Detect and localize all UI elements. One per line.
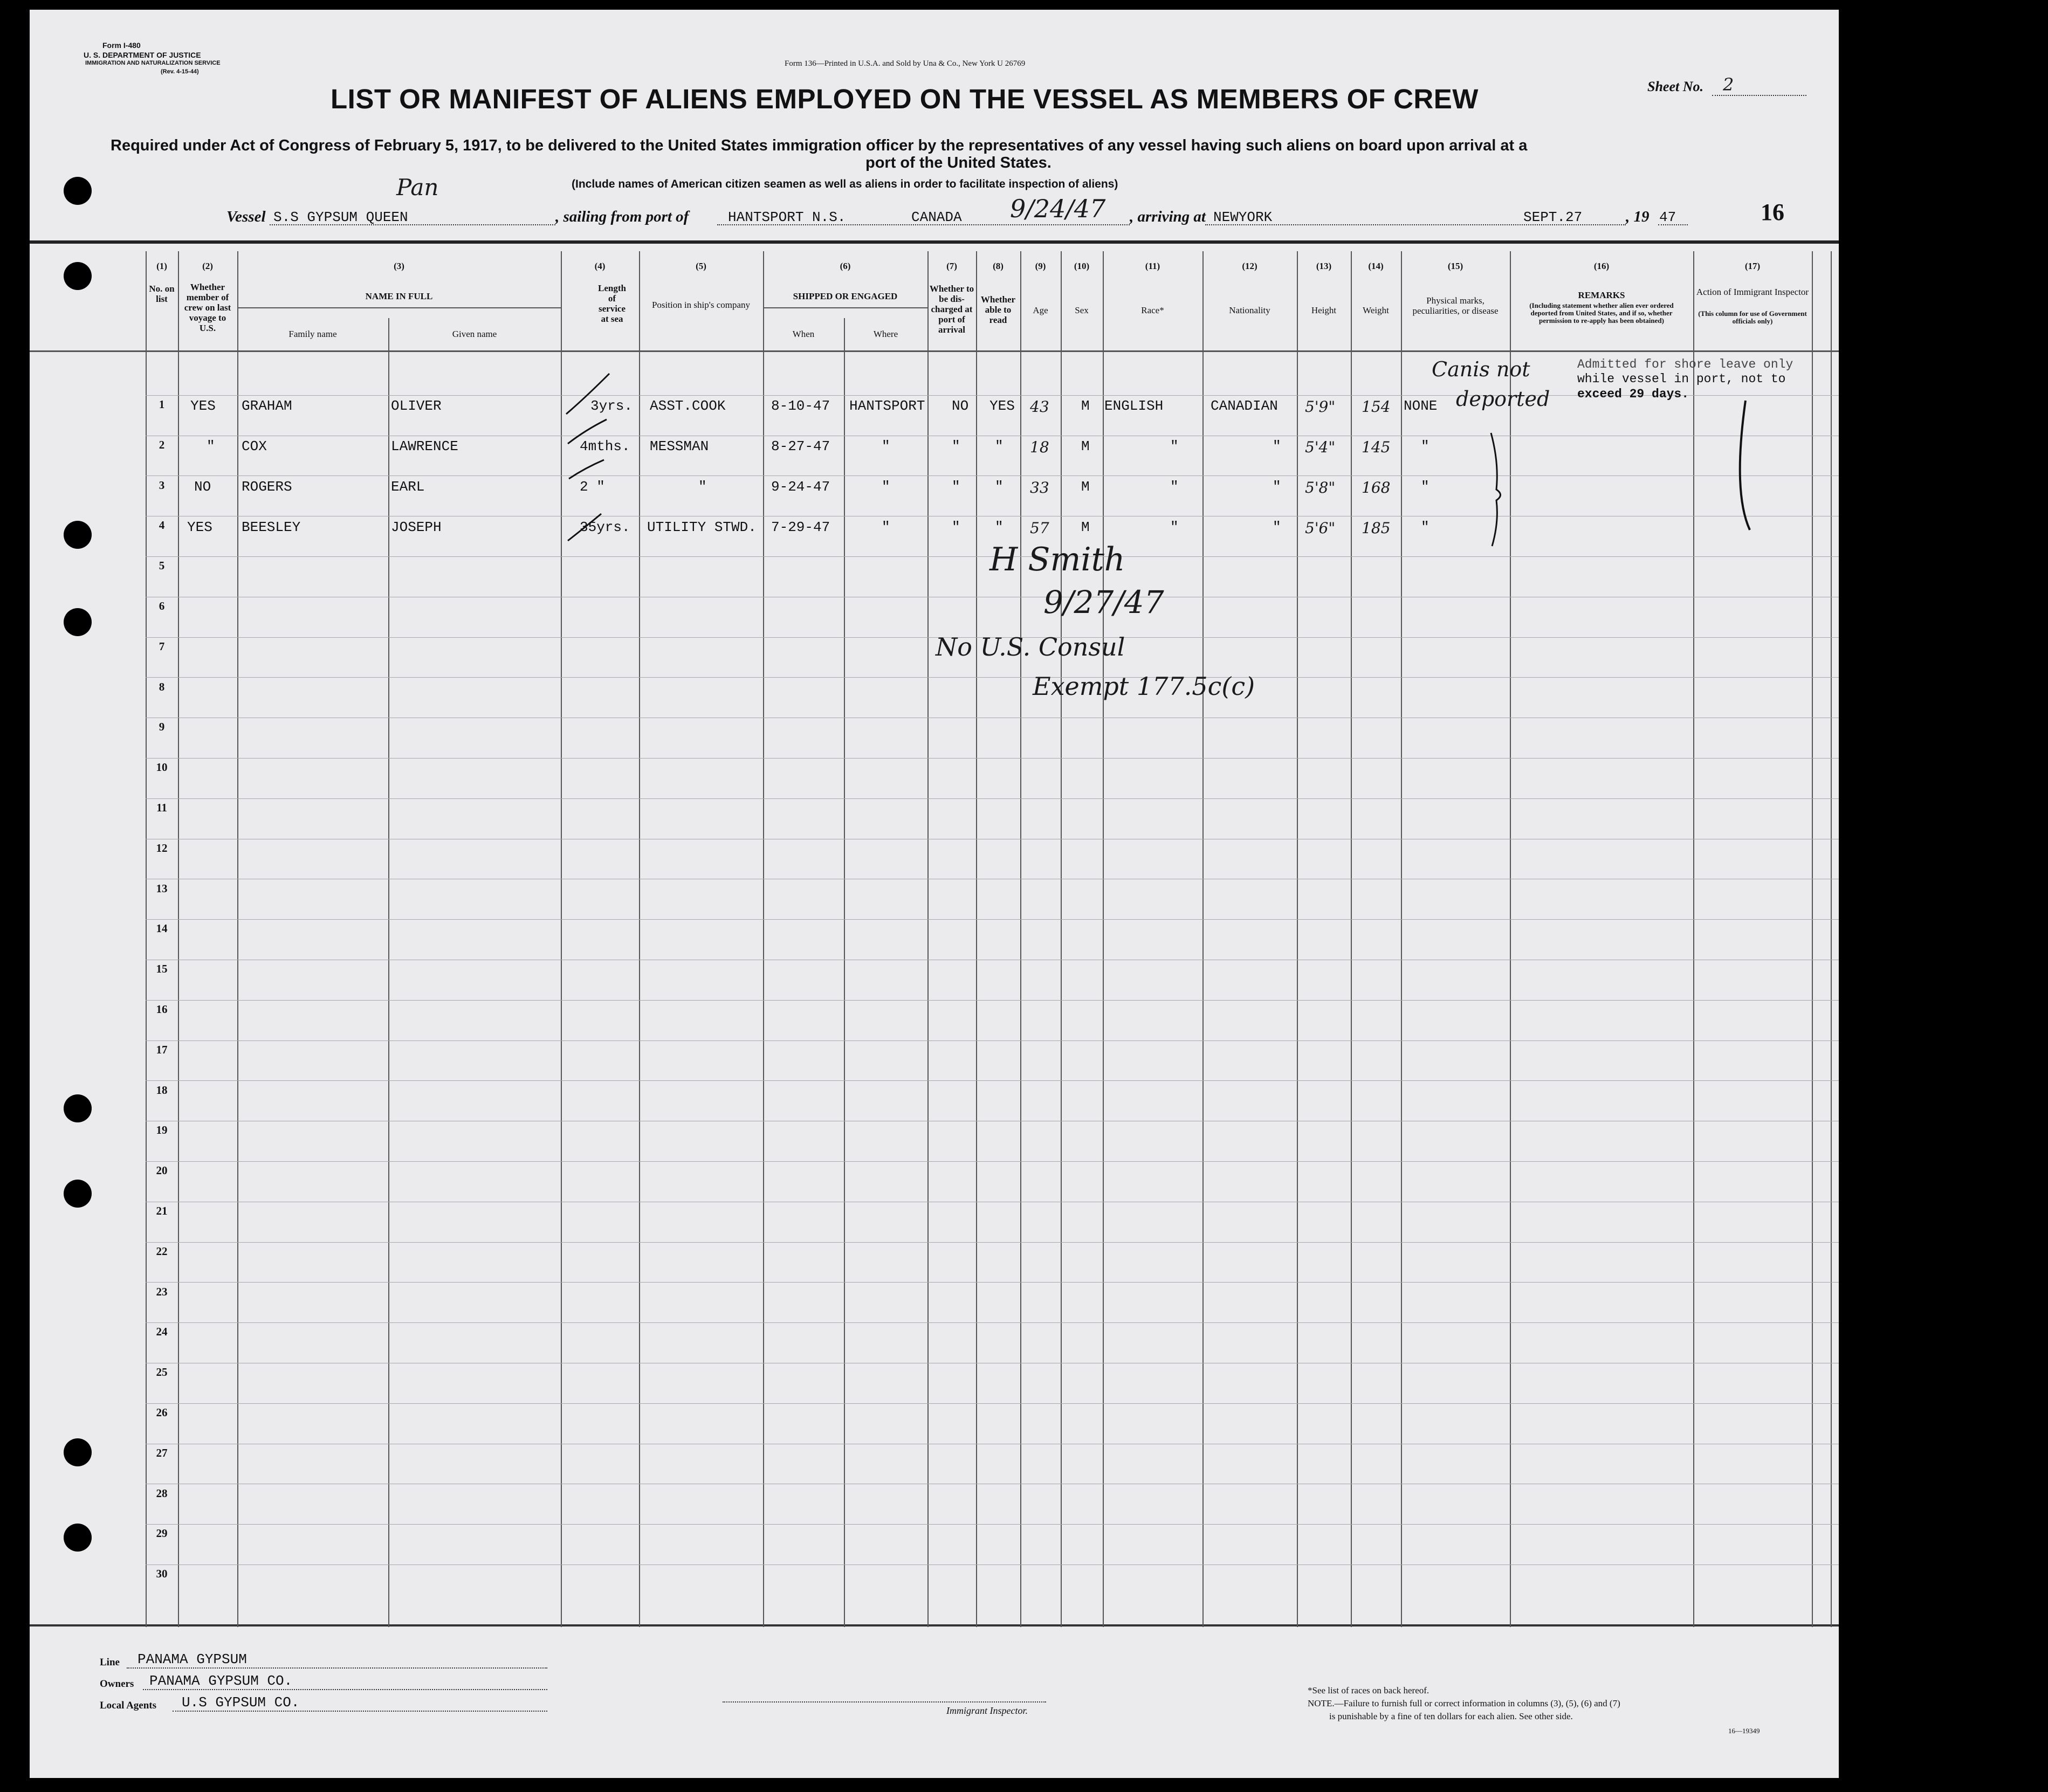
header-last-voyage: Whether member of crew on last voyage to U.S. bbox=[184, 282, 231, 333]
column-number: (11) bbox=[1145, 261, 1160, 271]
column-divider bbox=[763, 251, 764, 1627]
column-divider bbox=[976, 251, 977, 1627]
column-divider bbox=[1401, 251, 1402, 1627]
row-number: 14 bbox=[156, 922, 168, 935]
footer-line-label-text: Line bbox=[100, 1657, 120, 1668]
crew-3-read: " bbox=[995, 479, 1004, 495]
column-number: (17) bbox=[1744, 261, 1761, 271]
crew-2-given-name: LAWRENCE bbox=[391, 438, 458, 454]
departure-country: CANADA bbox=[911, 209, 962, 225]
crew-2-read: " bbox=[995, 438, 1004, 454]
header-where: Where bbox=[873, 329, 898, 339]
row-number: 25 bbox=[156, 1366, 168, 1379]
crew-3-marks: " bbox=[1421, 479, 1430, 495]
arrival-date: SEPT.27 bbox=[1523, 209, 1583, 225]
column-number: (2) bbox=[202, 261, 213, 271]
sheet-number-line bbox=[1712, 95, 1806, 96]
header-remarks-note: (Including statement whether alien ever ordered deported from United States, and if so, whether permission to re-apply has been obtained) bbox=[1529, 301, 1674, 325]
footer-line-underline bbox=[127, 1667, 547, 1669]
sheet-label bbox=[1647, 79, 1703, 95]
crew-3-height: 5'8" bbox=[1305, 479, 1336, 497]
crew-1-when: 8-10-47 bbox=[771, 398, 830, 414]
column-number: (15) bbox=[1447, 261, 1463, 271]
row-rule bbox=[146, 919, 1839, 920]
crew-4-sex: M bbox=[1081, 519, 1090, 535]
vessel-label: Vessel bbox=[226, 208, 266, 225]
punch-hole bbox=[64, 1438, 92, 1466]
handwritten-brace bbox=[1486, 430, 1507, 549]
crew-4-height: 5'6" bbox=[1305, 519, 1336, 537]
handwritten-remark-a: Canis not bbox=[1432, 357, 1530, 381]
sheet-label-text: Sheet No. bbox=[1647, 79, 1703, 94]
header-physical-marks: Physical marks, peculiarities, or disease bbox=[1412, 295, 1499, 316]
crew-4-where: " bbox=[882, 519, 890, 535]
arrival-port: NEWYORK bbox=[1213, 209, 1273, 225]
handwritten-signature: H Smith bbox=[989, 541, 1125, 578]
crew-2-last-voyage: " bbox=[207, 438, 215, 454]
departure-port: HANTSPORT N.S. bbox=[728, 209, 846, 225]
row-number: 3 bbox=[159, 478, 165, 492]
row-rule bbox=[146, 1242, 1839, 1243]
row-number: 19 bbox=[156, 1124, 168, 1137]
service: IMMIGRATION AND NATURALIZATION SERVICE bbox=[85, 60, 221, 66]
crew-3-discharged: " bbox=[952, 479, 960, 495]
required-line-1: Required under Act of Congress of February 5, 1917, to be delivered to the United States immigration officer by the representatives of any vessel having such aliens on board upon arrival at a bbox=[111, 137, 1528, 154]
crew-4-race: " bbox=[1170, 519, 1179, 535]
punch-hole bbox=[64, 608, 92, 636]
crew-4-family-name: BEESLEY bbox=[242, 519, 301, 535]
column-number: (1) bbox=[156, 261, 167, 271]
header-shipped-engaged: SHIPPED OR ENGAGED bbox=[793, 291, 898, 301]
column-number: (3) bbox=[394, 261, 404, 271]
footer-line-label bbox=[100, 1657, 120, 1669]
header-discharged: Whether to be dis-charged at port of arrival bbox=[929, 284, 974, 335]
footer-agents-value: U.S GYPSUM CO. bbox=[182, 1694, 300, 1711]
table-top-border bbox=[30, 240, 1839, 244]
page-stamp: 16 bbox=[1761, 199, 1784, 225]
row-rule bbox=[146, 1161, 1839, 1162]
crew-4-service: 35yrs. bbox=[580, 519, 630, 535]
sheet-number: 2 bbox=[1723, 74, 1734, 95]
header-sex: Sex bbox=[1075, 305, 1089, 315]
row-number: 5 bbox=[159, 559, 165, 573]
crew-2-nationality: " bbox=[1273, 438, 1281, 454]
header-race: Race* bbox=[1141, 305, 1164, 315]
punch-hole bbox=[64, 1094, 92, 1122]
column-divider bbox=[1812, 251, 1813, 1627]
row-number: 8 bbox=[159, 680, 165, 693]
crew-4-given-name: JOSEPH bbox=[391, 519, 442, 535]
column-divider bbox=[237, 251, 238, 1627]
row-rule bbox=[146, 1040, 1839, 1041]
crew-2-age: 18 bbox=[1030, 438, 1049, 456]
crew-1-marks: NONE bbox=[1404, 398, 1438, 414]
crew-3-family-name: ROGERS bbox=[242, 479, 292, 495]
row-number: 28 bbox=[156, 1486, 168, 1500]
header-inspector-note: (This column for use of Government officials only) bbox=[1698, 309, 1807, 325]
form-number: Form I-480 bbox=[102, 41, 141, 50]
manifest-sheet bbox=[30, 10, 1839, 1778]
handwritten-check-marks bbox=[563, 366, 617, 549]
column-divider bbox=[178, 251, 179, 1627]
footer-owners-value: PANAMA GYPSUM CO. bbox=[149, 1673, 293, 1689]
row-rule bbox=[146, 1080, 1839, 1081]
row-rule bbox=[146, 1524, 1839, 1525]
row-rule bbox=[146, 677, 1839, 678]
crew-1-last-voyage: YES bbox=[190, 398, 216, 414]
handwritten-bracket bbox=[1734, 398, 1755, 533]
header-position: Position in ship's company bbox=[651, 300, 751, 310]
crew-3-sex: M bbox=[1081, 479, 1090, 495]
row-number: 30 bbox=[156, 1567, 168, 1581]
footer-owners-underline bbox=[143, 1689, 547, 1690]
row-rule bbox=[146, 475, 1839, 476]
header-remarks: REMARKS bbox=[1578, 290, 1625, 300]
column-divider bbox=[1103, 251, 1104, 1627]
sailing-label: , sailing from port of bbox=[555, 208, 689, 225]
footer-owners-label-text: Owners bbox=[100, 1678, 134, 1690]
crew-3-service: 2 " bbox=[580, 479, 605, 495]
row-number: 1 bbox=[159, 398, 165, 411]
crew-4-when: 7-29-47 bbox=[771, 519, 830, 535]
column-number: (4) bbox=[594, 261, 606, 271]
header-name-in-full: NAME IN FULL bbox=[365, 291, 433, 301]
row-number: 16 bbox=[156, 1003, 168, 1016]
column-number: (13) bbox=[1316, 261, 1332, 271]
row-number: 23 bbox=[156, 1285, 168, 1298]
row-number: 15 bbox=[156, 962, 168, 976]
column-number: (12) bbox=[1242, 261, 1257, 271]
row-number: 29 bbox=[156, 1527, 168, 1540]
table-bottom-border bbox=[30, 1624, 1839, 1626]
footer-note-1: *See list of races on back hereof. bbox=[1308, 1685, 1430, 1695]
header-family-name: Family name bbox=[288, 329, 337, 339]
crew-4-discharged: " bbox=[952, 519, 960, 535]
include-note: (Include names of American citizen seamen as well as aliens in order to facilitate inspection of aliens) bbox=[572, 178, 1118, 190]
column-number: (9) bbox=[1035, 261, 1046, 271]
column-number: (5) bbox=[696, 261, 706, 271]
row-number: 2 bbox=[159, 438, 165, 451]
crew-2-height: 5'4" bbox=[1305, 438, 1336, 456]
crew-2-where: " bbox=[882, 438, 890, 454]
page-title: LIST OR MANIFEST OF ALIENS EMPLOYED ON THE VESSEL AS MEMBERS OF CREW bbox=[331, 84, 1479, 114]
form-code: 16—19349 bbox=[1728, 1727, 1760, 1735]
header-age: Age bbox=[1033, 305, 1048, 315]
crew-3-nationality: " bbox=[1273, 479, 1281, 495]
column-number: (10) bbox=[1074, 261, 1090, 271]
required-line-2: port of the United States. bbox=[865, 154, 1052, 171]
column-number: (8) bbox=[993, 261, 1004, 271]
header-given-name: Given name bbox=[452, 329, 497, 339]
year-prefix: , 19 bbox=[1626, 208, 1650, 225]
footer-note-2: NOTE.—Failure to furnish full or correct information in columns (3), (5), (6) and (7) bbox=[1308, 1698, 1620, 1708]
row-number: 17 bbox=[156, 1043, 168, 1056]
header-inspector-action: Action of Immigrant Inspector bbox=[1696, 287, 1809, 297]
column-divider bbox=[927, 251, 929, 1627]
row-rule bbox=[146, 1000, 1839, 1001]
row-number: 26 bbox=[156, 1406, 168, 1419]
crew-3-race: " bbox=[1170, 479, 1179, 495]
crew-3-when: 9-24-47 bbox=[771, 479, 830, 495]
remarks-line-2: while vessel in port, not to bbox=[1577, 372, 1786, 386]
inspector-label: Immigrant Inspector. bbox=[946, 1705, 1028, 1716]
column-divider bbox=[146, 251, 147, 1627]
row-number: 6 bbox=[159, 599, 165, 612]
row-number: 9 bbox=[159, 720, 165, 734]
crew-1-service: 3yrs. bbox=[590, 398, 633, 414]
crew-2-family-name: COX bbox=[242, 438, 267, 454]
department: U. S. DEPARTMENT OF JUSTICE bbox=[84, 51, 201, 59]
crew-1-race: ENGLISH bbox=[1104, 398, 1164, 414]
header-nationality: Nationality bbox=[1229, 305, 1270, 315]
crew-1-given-name: OLIVER bbox=[391, 398, 442, 414]
crew-2-weight: 145 bbox=[1362, 438, 1391, 456]
row-number: 27 bbox=[156, 1446, 168, 1459]
header-no-on-list: No. on list bbox=[149, 284, 175, 304]
footer-note-3: is punishable by a fine of ten dollars for each alien. See other side. bbox=[1329, 1711, 1573, 1721]
arriving-label: , arriving at bbox=[1130, 208, 1206, 225]
row-number: 21 bbox=[156, 1204, 168, 1217]
header-length-of-service: Length of service at sea bbox=[598, 283, 626, 324]
header-weight: Weight bbox=[1363, 305, 1389, 315]
column-divider bbox=[1202, 251, 1204, 1627]
header-height: Height bbox=[1311, 305, 1337, 315]
row-rule bbox=[146, 798, 1839, 799]
row-rule bbox=[146, 1322, 1839, 1323]
column-number: (7) bbox=[946, 261, 957, 271]
row-number: 13 bbox=[156, 881, 168, 895]
row-number: 12 bbox=[156, 841, 168, 854]
footer-agents-label bbox=[100, 1700, 156, 1712]
row-number: 11 bbox=[156, 801, 167, 814]
printer-line: Form 136—Printed in U.S.A. and Sold by Una & Co., New York U 26769 bbox=[785, 59, 1026, 68]
subheader-line bbox=[237, 307, 561, 308]
crew-2-race: " bbox=[1170, 438, 1179, 454]
sailing-date: 9/24/47 bbox=[1010, 194, 1106, 223]
crew-4-read: " bbox=[995, 519, 1004, 535]
crew-2-when: 8-27-47 bbox=[771, 438, 830, 454]
row-rule bbox=[146, 1403, 1839, 1404]
punch-hole bbox=[64, 1180, 92, 1208]
year: 47 bbox=[1659, 209, 1676, 225]
punch-hole bbox=[64, 521, 92, 549]
crew-4-nationality: " bbox=[1273, 519, 1281, 535]
crew-4-marks: " bbox=[1421, 519, 1430, 535]
column-divider bbox=[1297, 251, 1298, 1627]
column-number: (6) bbox=[840, 261, 851, 271]
header-bottom-line bbox=[30, 350, 1839, 352]
revision: (Rev. 4-15-44) bbox=[161, 68, 199, 75]
header-when: When bbox=[792, 329, 815, 339]
remarks-line-1: Admitted for shore leave only bbox=[1577, 357, 1793, 371]
column-divider bbox=[1351, 251, 1352, 1627]
row-number: 18 bbox=[156, 1083, 168, 1097]
handwritten-exempt-note: Exempt 177.5c(c) bbox=[1033, 672, 1255, 701]
row-number: 24 bbox=[156, 1325, 168, 1339]
column-divider bbox=[844, 318, 845, 1627]
column-divider bbox=[1510, 251, 1511, 1627]
crew-3-position: " bbox=[698, 479, 707, 495]
footer-line-value: PANAMA GYPSUM bbox=[138, 1651, 247, 1667]
crew-2-position: MESSMAN bbox=[650, 438, 709, 454]
handwritten-annotation: Pan bbox=[396, 174, 439, 201]
row-number: 7 bbox=[159, 639, 165, 653]
crew-2-marks: " bbox=[1421, 438, 1430, 454]
handwritten-remark-b: deported bbox=[1456, 387, 1550, 411]
crew-2-service: 4mths. bbox=[580, 438, 630, 454]
column-divider bbox=[561, 251, 562, 1627]
crew-3-age: 33 bbox=[1030, 479, 1049, 497]
crew-3-weight: 168 bbox=[1362, 479, 1391, 497]
crew-3-last-voyage: NO bbox=[194, 479, 211, 495]
crew-1-age: 43 bbox=[1030, 398, 1049, 416]
row-number: 10 bbox=[156, 761, 168, 774]
crew-1-height: 5'9" bbox=[1305, 398, 1336, 416]
crew-4-weight: 185 bbox=[1362, 519, 1391, 537]
crew-1-position: ASST.COOK bbox=[650, 398, 726, 414]
remarks-line-3: exceed 29 days. bbox=[1577, 387, 1689, 401]
column-divider bbox=[1061, 251, 1062, 1627]
row-number: 22 bbox=[156, 1244, 168, 1258]
crew-4-last-voyage: YES bbox=[187, 519, 212, 535]
column-divider bbox=[1020, 251, 1021, 1627]
handwritten-signature-date: 9/27/47 bbox=[1043, 584, 1164, 621]
crew-1-nationality: CANADIAN bbox=[1211, 398, 1278, 414]
punch-hole bbox=[64, 262, 92, 290]
footer-owners-label bbox=[100, 1678, 134, 1690]
inspector-signature-line bbox=[723, 1701, 1046, 1703]
crew-4-age: 57 bbox=[1030, 519, 1049, 537]
footer-agents-underline bbox=[173, 1711, 547, 1712]
row-number: 20 bbox=[156, 1164, 168, 1177]
subheader-line bbox=[763, 307, 927, 308]
row-rule bbox=[146, 1282, 1839, 1283]
column-number: (16) bbox=[1593, 261, 1610, 271]
crew-2-sex: M bbox=[1081, 438, 1090, 454]
column-number: (14) bbox=[1368, 261, 1384, 271]
crew-4-position: UTILITY STWD. bbox=[647, 519, 757, 535]
column-divider bbox=[1831, 251, 1832, 1627]
punch-hole bbox=[64, 1524, 92, 1552]
column-divider bbox=[1693, 251, 1694, 1627]
crew-1-read: YES bbox=[989, 398, 1015, 414]
row-rule bbox=[146, 758, 1839, 759]
crew-1-where: HANTSPORT bbox=[849, 398, 925, 414]
crew-1-weight: 154 bbox=[1362, 398, 1391, 416]
crew-1-family-name: GRAHAM bbox=[242, 398, 292, 414]
column-divider bbox=[388, 318, 389, 1627]
row-number: 4 bbox=[159, 519, 165, 532]
footer-agents-label-text: Local Agents bbox=[100, 1700, 157, 1711]
crew-3-given-name: EARL bbox=[391, 479, 425, 495]
crew-1-sex: M bbox=[1081, 398, 1090, 414]
crew-2-discharged: " bbox=[952, 438, 960, 454]
row-rule bbox=[146, 1564, 1839, 1565]
crew-3-where: " bbox=[882, 479, 890, 495]
vessel-name: S.S GYPSUM QUEEN bbox=[273, 209, 408, 225]
handwritten-consul-note: No U.S. Consul bbox=[936, 632, 1125, 661]
crew-1-discharged: NO bbox=[952, 398, 969, 414]
column-divider bbox=[639, 251, 640, 1627]
header-able-to-read: Whether able to read bbox=[980, 294, 1016, 325]
punch-hole bbox=[64, 177, 92, 205]
